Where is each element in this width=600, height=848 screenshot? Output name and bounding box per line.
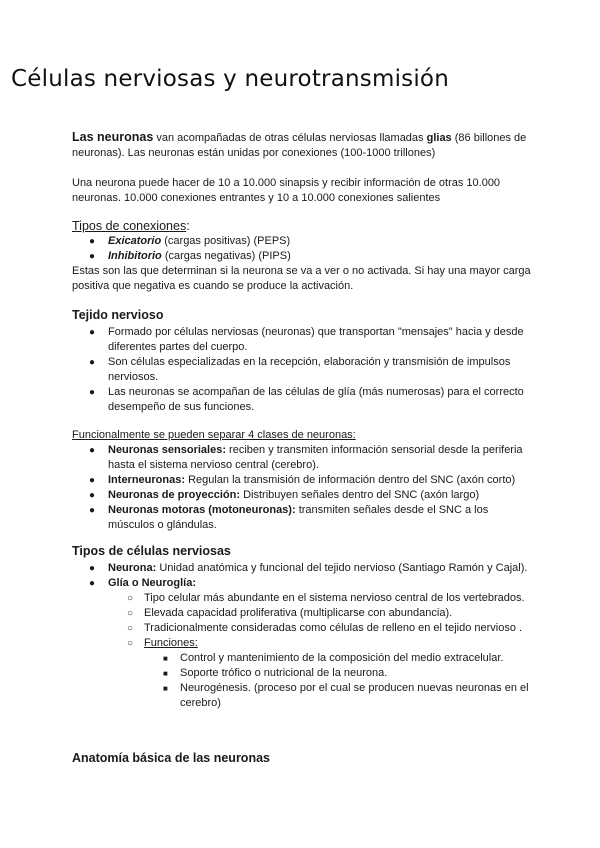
conexiones-list [72, 234, 532, 264]
bullet-icon: ● [89, 236, 96, 247]
anatomia-section [72, 750, 532, 766]
conexion-term: Inhibitorio [108, 250, 162, 262]
list-item [72, 651, 532, 666]
clase-term: Neuronas motoras (motoneuronas): [108, 504, 296, 516]
clase-term: Neuronas sensoriales: [108, 444, 226, 456]
list-item [72, 636, 532, 651]
tipos-section [72, 543, 532, 711]
clase-term: Neuronas de proyección: [108, 489, 241, 501]
glia-item: Tradicionalmente consideradas como células de relleno en el tejido nervioso . [144, 622, 523, 634]
bullet-icon: ● [89, 357, 96, 368]
tejido-item: Las neuronas se acompañan de las células de glía (más numerosas) para el correcto desempeño de sus funciones. [108, 386, 524, 413]
list-item [72, 488, 532, 503]
list-item [72, 621, 532, 636]
list-item [72, 443, 532, 473]
list-item [72, 473, 532, 488]
glia-term: Glía o Neuroglía: [108, 577, 197, 589]
glia-item: Elevada capacidad proliferativa (multiplicarse con abundancia). [144, 607, 453, 619]
intro-paragraph-1 [72, 130, 532, 161]
bullet-icon: ● [89, 251, 96, 262]
page-title: Células nerviosas y neurotransmisión [11, 66, 449, 92]
bullet-icon: ● [89, 578, 96, 589]
list-item [72, 249, 532, 264]
list-item [72, 385, 532, 415]
bullet-icon: ● [89, 505, 96, 516]
intro-paragraph-2 [72, 176, 532, 206]
conexion-text: (cargas positivas) (PEPS) [161, 235, 291, 247]
tejido-item: Son células especializadas en la recepción, elaboración y transmisión de impulsos nerviosos. [108, 356, 511, 383]
clase-term: Interneuronas: [108, 474, 186, 486]
funcion-item: Control y mantenimiento de la composición del medio extracelular. [180, 652, 504, 664]
list-item [72, 591, 532, 606]
neuronas-term: Las neuronas [72, 130, 154, 144]
glias-term: glias [426, 132, 452, 144]
list-item [72, 576, 532, 591]
tipos-list [72, 561, 532, 711]
conexiones-explanation: Estas son las que determinan si la neurona se va a ver o no activada. Si hay una mayor carga positiva que negativa es cuando se produce la activación. [72, 265, 531, 292]
list-item [72, 666, 532, 681]
bullet-icon: ● [89, 387, 96, 398]
clase-text: Distribuyen señales dentro del SNC (axón largo) [240, 489, 480, 501]
conexion-term: Exicatorio [108, 235, 162, 247]
conexion-text: (cargas negativas) (PIPS) [161, 250, 291, 262]
bullet-icon: ● [89, 475, 96, 486]
list-item [72, 681, 532, 711]
bullet-icon: ● [89, 327, 96, 338]
sinapsis-paragraph: Una neurona puede hacer de 10 a 10.000 sinapsis y recibir información de otras 10.000 neuronas. 10.000 conexiones entrantes y 10 a 10.000 conexiones salientes [72, 177, 501, 204]
glia-item: Tipo celular más abundante en el sistema nervioso central de los vertebrados. [144, 592, 525, 604]
square-bullet-icon: ■ [163, 669, 168, 678]
square-bullet-icon: ■ [163, 684, 168, 693]
conexiones-heading: Tipos de conexiones [72, 219, 187, 233]
conexiones-section [72, 218, 532, 294]
list-item [72, 503, 532, 533]
square-bullet-icon: ■ [163, 654, 168, 663]
tipos-heading: Tipos de células nerviosas [72, 544, 231, 558]
circle-bullet-icon: ○ [127, 638, 134, 649]
bullet-icon: ● [89, 445, 96, 456]
tejido-section [72, 307, 532, 415]
intro-text: van acompañadas de otras células nerviosas llamadas [153, 132, 427, 144]
clases-heading: Funcionalmente se pueden separar 4 clases de neuronas: [72, 429, 356, 441]
clase-text: Regulan la transmisión de información dentro del SNC (axón corto) [185, 474, 516, 486]
clase-text: transmiten señales desde el SNC a los músculos o glándulas. [108, 504, 489, 531]
clase-text: reciben y transmiten información sensorial desde la periferia hasta el sistema nervioso central (cerebro). [108, 444, 523, 471]
circle-bullet-icon: ○ [127, 608, 134, 619]
list-item [72, 355, 532, 385]
circle-bullet-icon: ○ [127, 623, 134, 634]
intro-text-rest: (86 billones de neuronas). Las neuronas están unidas por conexiones (100-1000 trillones) [72, 132, 527, 159]
anatomia-heading: Anatomía básica de las neuronas [72, 751, 270, 765]
heading-colon: : [186, 219, 190, 233]
list-item [72, 234, 532, 249]
clases-list [72, 443, 532, 533]
funcion-item: Soporte trófico o nutricional de la neurona. [180, 667, 388, 679]
funcion-item: Neurogénesis. (proceso por el cual se producen nuevas neuronas en el cerebro) [180, 682, 529, 709]
tejido-list [72, 325, 532, 415]
tejido-item: Formado por células nerviosas (neuronas) que transportan "mensajes" hacia y desde diferentes partes del cuerpo. [108, 326, 524, 353]
list-item [72, 561, 532, 576]
bullet-icon: ● [89, 563, 96, 574]
neurona-text: Unidad anatómica y funcional del tejido nervioso (Santiago Ramón y Cajal). [156, 562, 528, 574]
clases-section [72, 428, 532, 533]
list-item [72, 325, 532, 355]
funciones-label: Funciones: [144, 637, 198, 649]
list-item [72, 606, 532, 621]
bullet-icon: ● [89, 490, 96, 501]
circle-bullet-icon: ○ [127, 593, 134, 604]
tejido-heading: Tejido nervioso [72, 308, 164, 322]
neurona-term: Neurona: [108, 562, 157, 574]
